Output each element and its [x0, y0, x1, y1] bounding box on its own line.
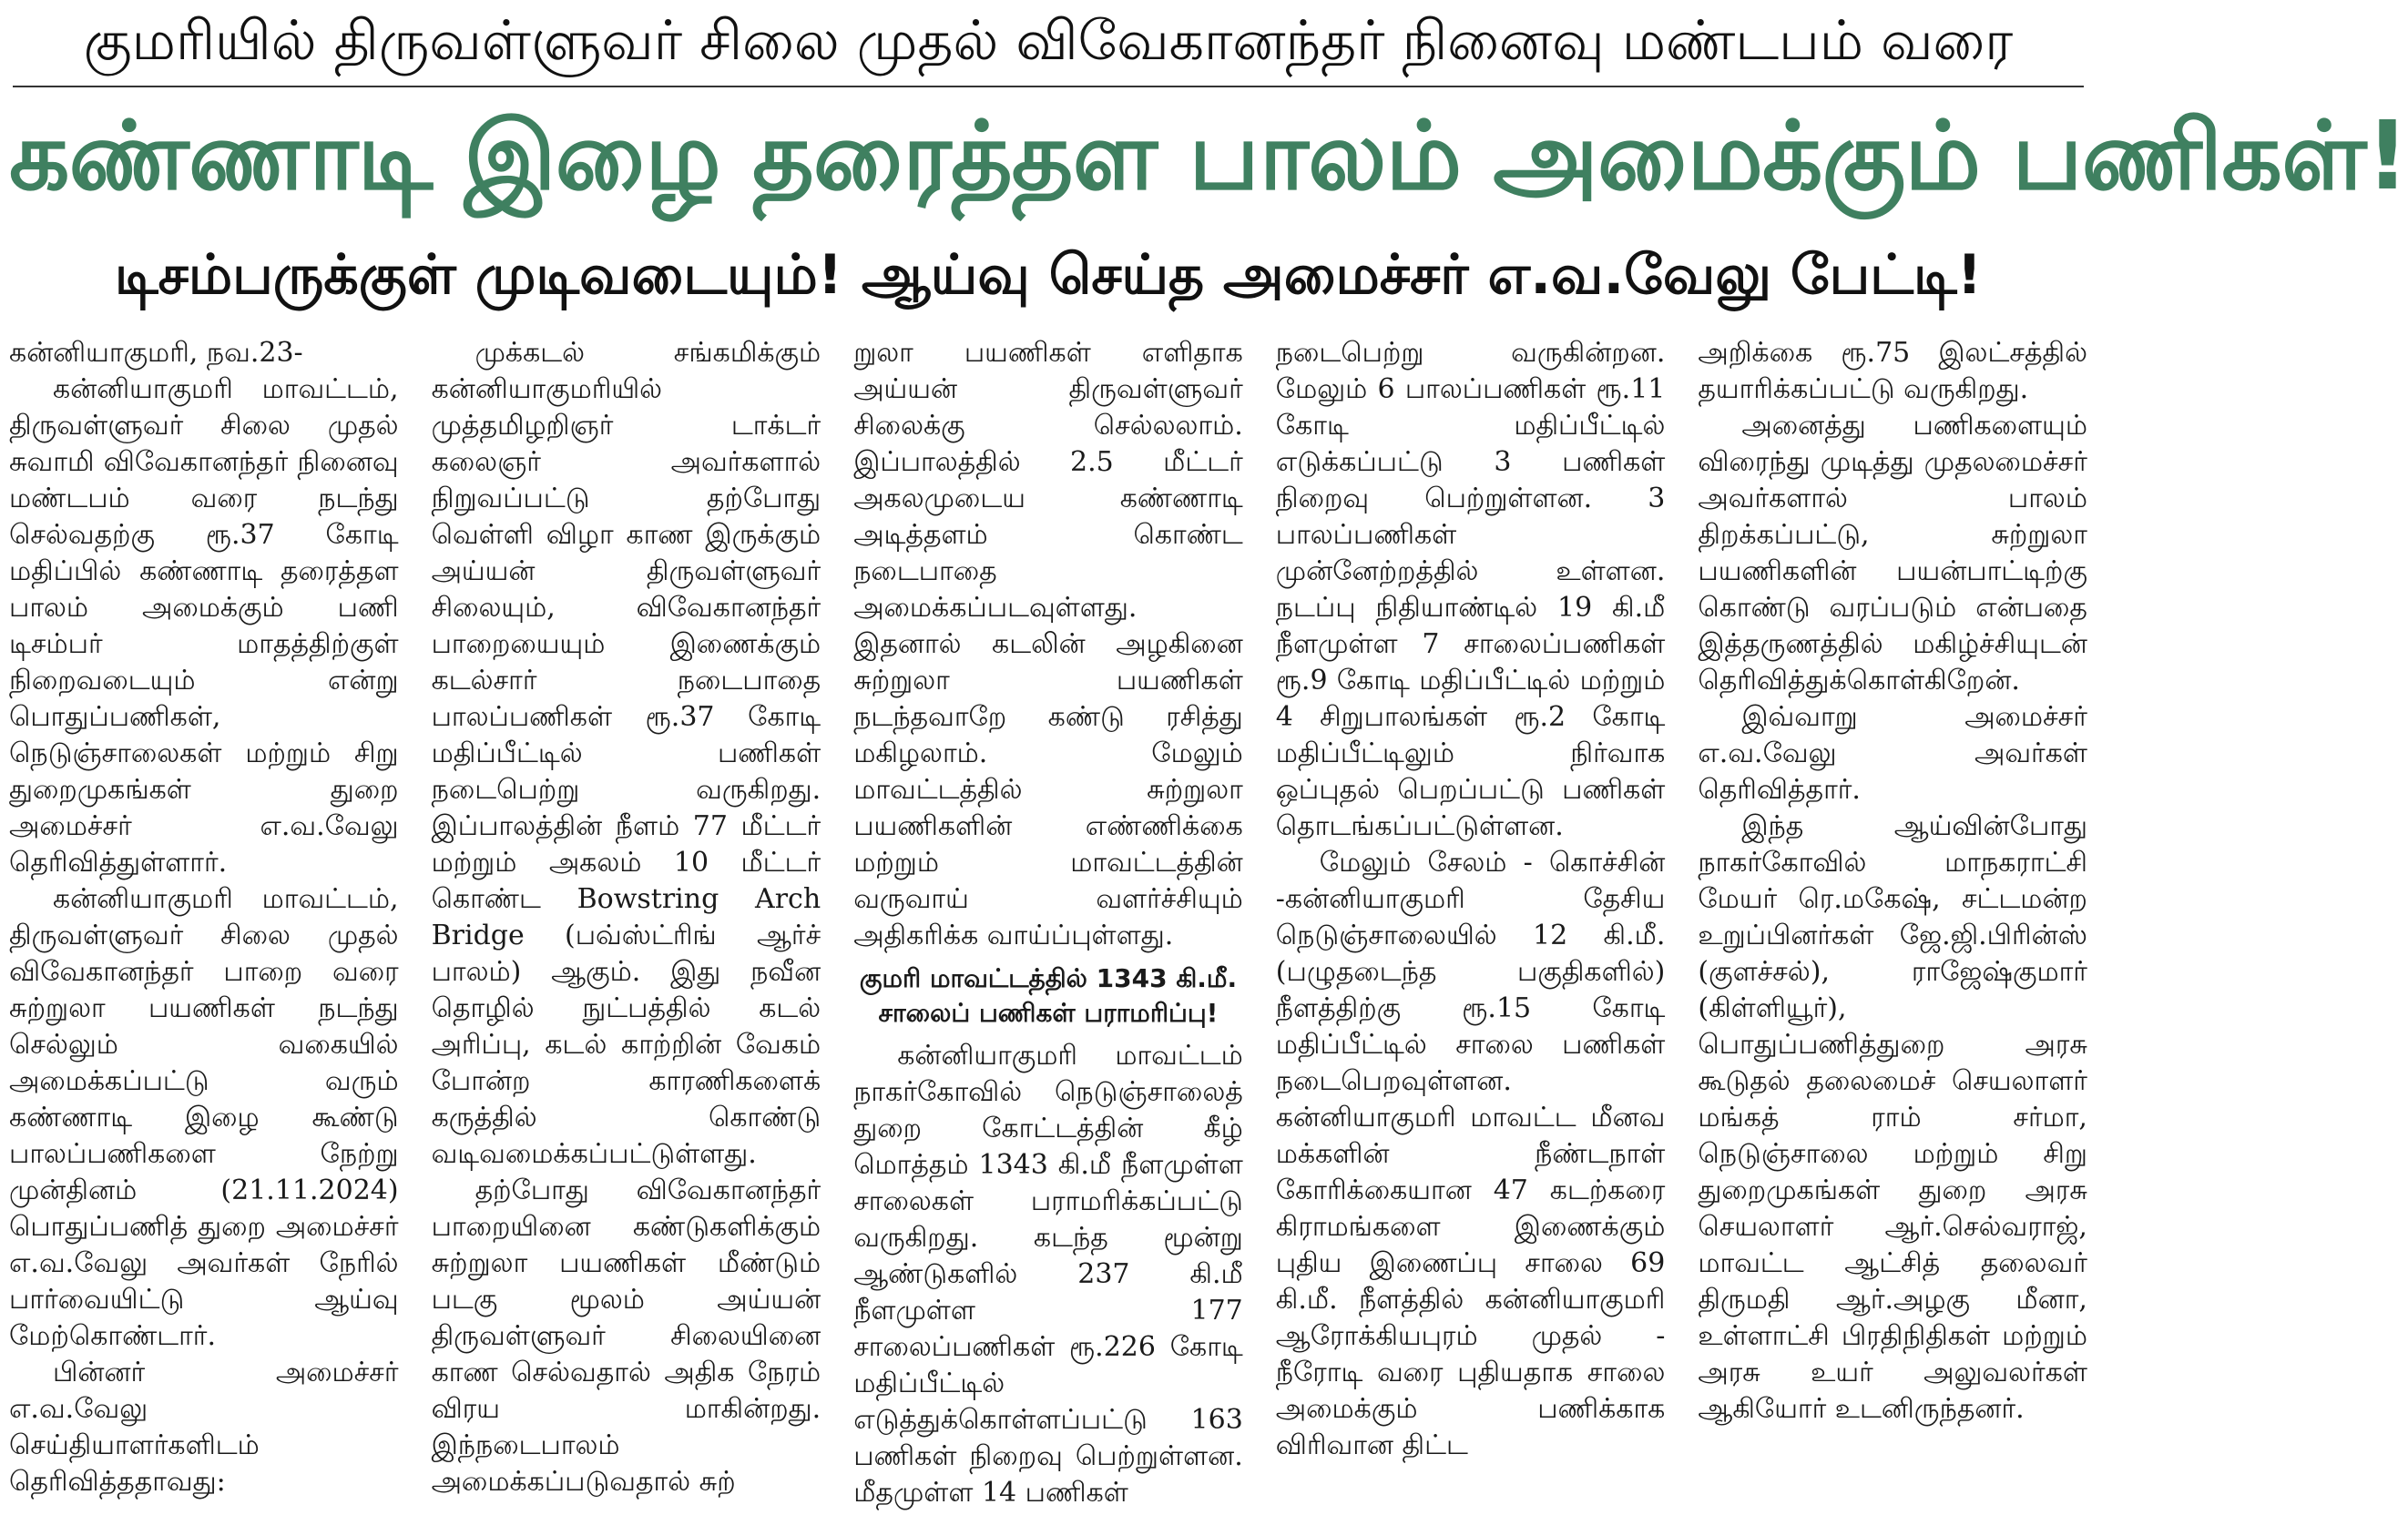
dateline: கன்னியாகுமரி, நவ.23- [9, 337, 303, 369]
body-paragraph: கன்னியாகுமரி மாவட்டம், திருவள்ளுவர் சிலை முதல் சுவாமி விவேகானந்தர் நினைவு மண்டபம் வரை நடந்து செல்வதற்கு ரூ.37 கோடி மதிப்பில் கண்ணாடி தரைத்தள பாலம் அமைக்கும் பணி டிசம்பர் மாதத்திற்குள் நிறைவடையும் என்று பொதுப்பணிகள், நெடுஞ்சாலைகள் மற்றும் சிறு துறைமுகங்கள் துறை அமைச்சர் எ.வ.வேலு தெரிவித்துள்ளார். [9, 373, 399, 879]
newspaper-page [0, 5, 2408, 1515]
article-column-3 [853, 335, 1243, 1509]
body-paragraph: இவ்வாறு அமைச்சர் எ.வ.வேலு அவர்கள் தெரிவித்தார். [1698, 701, 2087, 806]
article-body [9, 335, 2087, 1509]
body-paragraph: பின்னர் அமைச்சர் எ.வ.வேலு செய்தியாளர்களிடம் தெரிவித்ததாவது: [9, 1357, 399, 1498]
body-paragraph: தற்போது விவேகானந்தர் பாறையினை கண்டுகளிக்கும் சுற்றுலா பயணிகள் மீண்டும் படகு மூலம் அய்யன் திருவள்ளுவர் சிலையினை காண செல்வதால் அதிக நேரம் விரய மாகின்றது. இந்நடைபாலம் அமைக்கப்படுவதால் சுற் [431, 1174, 821, 1498]
body-paragraph: நடைபெற்று வருகின்றன. மேலும் 6 பாலப்பணிகள் ரூ.11 கோடி மதிப்பீட்டில் எடுக்கப்பட்டு 3 பணிகள் நிறைவு பெற்றுள்ளன. 3 பாலப்பணிகள் முன்னேற்றத்தில் உள்ளன. நடப்பு நிதியாண்டில் 19 கி.மீ நீளமுள்ள 7 சாலைப்பணிகள் ரூ.9 கோடி மதிப்பீட்டில் மற்றும் 4 சிறுபாலங்கள் ரூ.2 கோடி மதிப்பீட்டிலும் நிர்வாக ஒப்புதல் பெறப்பட்டு பணிகள் தொடங்கப்பட்டுள்ளன. [1275, 337, 1666, 842]
kicker-headline: குமரியில் திருவள்ளுவர் சிலை முதல் விவேகானந்தர் நினைவு மண்டபம் வரை [83, 9, 2014, 73]
section-subheading: குமரி மாவட்டத்தில் 1343 கி.மீ. சாலைப் பணிகள் பராமரிப்பு! [859, 963, 1238, 1028]
article-column-5 [1698, 335, 2087, 1495]
article-column-2 [431, 335, 821, 1498]
body-paragraph: கன்னியாகுமரி மாவட்டம் நாகர்கோவில் நெடுஞ்சாலைத் துறை கோட்டத்தின் கீழ் மொத்தம் 1343 கி.மீ நீளமுள்ள சாலைகள் பராமரிக்கப்பட்டு வருகிறது. கடந்த மூன்று ஆண்டுகளில் 237 கி.மீ நீளமுள்ள 177 சாலைப்பணிகள் ரூ.226 கோடி மதிப்பீட்டில் எடுத்துக்கொள்ளப்பட்டு 163 பணிகள் நிறைவு பெற்றுள்ளன. மீதமுள்ள 14 பணிகள் [853, 1040, 1243, 1509]
article-column-1 [9, 335, 399, 1498]
body-paragraph: கன்னியாகுமரி மாவட்டம், திருவள்ளுவர் சிலை முதல் விவேகானந்தர் பாறை வரை சுற்றுலா பயணிகள் நடந்து செல்லும் வகையில் அமைக்கப்பட்டு வரும் கண்ணாடி இழை கூண்டு பாலப்பணிகளை நேற்று முன்தினம் (21.11.2024) பொதுப்பணித் துறை அமைச்சர் எ.வ.வேலு அவர்கள் நேரில் பார்வையிட்டு ஆய்வு மேற்கொண்டார். [9, 883, 399, 1352]
main-headline: கண்ணாடி இழை தரைத்தள பாலம் அமைக்கும் பணிகள்! [9, 100, 2408, 211]
article-column-4 [1276, 335, 1666, 1495]
body-paragraph: இந்த ஆய்வின்போது நாகர்கோவில் மாநகராட்சி மேயர் ரெ.மகேஷ், சட்டமன்ற உறுப்பினர்கள் ஜே.ஜி.பிரின்ஸ் (குளச்சல்), ராஜேஷ்குமார் (கிள்ளியூர்), பொதுப்பணித்துறை அரசு கூடுதல் தலைமைச் செயலாளர் மங்கத் ராம் சர்மா, நெடுஞ்சாலை மற்றும் சிறு துறைமுகங்கள் துறை அரசு செயலாளர் ஆர்.செல்வராஜ், மாவட்ட ஆட்சித் தலைவர் திருமதி ஆர்.அழகு மீனா, உள்ளாட்சி பிரதிநிதிகள் மற்றும் அரசு உயர் அலுவலர்கள் ஆகியோர் உடனிருந்தனர். [1698, 810, 2087, 1425]
body-paragraph: றுலா பயணிகள் எளிதாக அய்யன் திருவள்ளுவர் சிலைக்கு செல்லலாம். இப்பாலத்தில் 2.5 மீட்டர் அகலமுடைய கண்ணாடி அடித்தளம் கொண்ட நடைபாதை அமைக்கப்படவுள்ளது. இதனால் கடலின் அழகினை சுற்றுலா பயணிகள் நடந்தவாறே கண்டு ரசித்து மகிழலாம். மேலும் மாவட்டத்தில் சுற்றுலா பயணிகளின் எண்ணிக்கை மற்றும் மாவட்டத்தின் வருவாய் வளர்ச்சியும் அதிகரிக்க வாய்ப்புள்ளது. [853, 337, 1243, 951]
sub-headline: டிசம்பருக்குள் முடிவடையும்! ஆய்வு செய்த அமைச்சர் எ.வ.வேலு பேட்டி! [114, 243, 1983, 307]
body-paragraph: அனைத்து பணிகளையும் விரைந்து முடித்து முதலமைச்சர் அவர்களால் பாலம் திறக்கப்பட்டு, சுற்றுலா பயணிகளின் பயன்பாட்டிற்கு கொண்டு வரப்படும் என்பதை இத்தருணத்தில் மகிழ்ச்சியுடன் தெரிவித்துக்கொள்கிறேன். [1698, 410, 2087, 696]
body-paragraph: அறிக்கை ரூ.75 இலட்சத்தில் தயாரிக்கப்பட்டு வருகிறது. [1698, 337, 2087, 405]
body-paragraph: முக்கடல் சங்கமிக்கும் கன்னியாகுமரியில் முத்தமிழறிஞர் டாக்டர் கலைஞர் அவர்களால் நிறுவப்பட்டு தற்போது வெள்ளி விழா காண இருக்கும் அய்யன் திருவள்ளுவர் சிலையும், விவேகானந்தர் பாறையையும் இணைக்கும் கடல்சார் நடைபாதை பாலப்பணிகள் ரூ.37 கோடி மதிப்பீட்டில் பணிகள் நடைபெற்று வருகிறது. இப்பாலத்தின் நீளம் 77 மீட்டர் மற்றும் அகலம் 10 மீட்டர் கொண்ட Bowstring Arch Bridge (பவ்ஸ்ட்ரிங் ஆர்ச் பாலம்) ஆகும். இது நவீன தொழில் நுட்பத்தில் கடல் அரிப்பு, கடல் காற்றின் வேகம் போன்ற காரணிகளைக் கருத்தில் கொண்டு வடிவமைக்கப்பட்டுள்ளது. [431, 337, 821, 1170]
body-paragraph: மேலும் சேலம் - கொச்சின் -கன்னியாகுமரி தேசிய நெடுஞ்சாலையில் 12 கி.மீ. (பழுதடைந்த பகுதிகளில்) நீளத்திற்கு ரூ.15 கோடி மதிப்பீட்டில் சாலை பணிகள் நடைபெறவுள்ளன. கன்னியாகுமரி மாவட்ட மீனவ மக்களின் நீண்டநாள் கோரிக்கையான 47 கடற்கரை கிராமங்களை இணைக்கும் புதிய இணைப்பு சாலை 69 கி.மீ. நீளத்தில் கன்னியாகுமரி ஆரோக்கியபுரம் முதல் - நீரோடி வரை புதியதாக சாலை அமைக்கும் பணிக்காக விரிவான திட்ட [1275, 847, 1666, 1461]
